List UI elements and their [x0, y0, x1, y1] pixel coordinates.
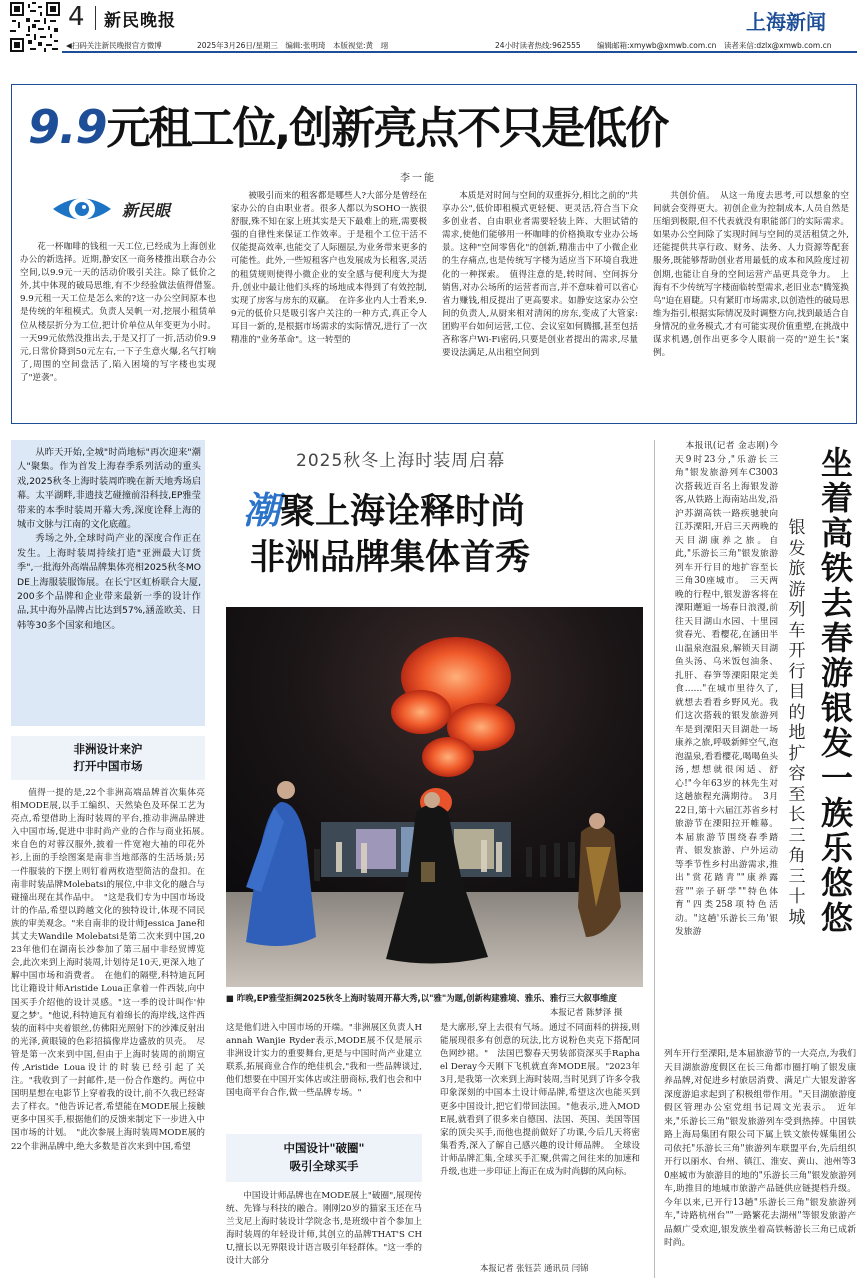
fashion-headline	[243, 480, 643, 534]
headline-number: 9.9	[28, 100, 107, 154]
subhead-china: 中国设计"破圈" 吸引全球买手	[226, 1134, 422, 1182]
masthead-rule	[62, 51, 857, 53]
headline-char: 潮	[243, 489, 280, 532]
commentary-col-3: 本质是对时间与空间的双重拆分,相比之前的"共享办公",低价即租模式更轻便、更灵活,符合当下众多创业者、自由职业者需要轻装上阵、大胆试错的需求,使他们能够用一杯咖啡的价格换取专业办公场景。这种"空间零售化"的创新,精准击中了小微企业的生存痛点,也是传统写字楼为适应当下环境自我进化的一种探索。 值得注意的是,转时间、空间拆分销售,对办公场所的运营者而言,并不意味着可以省心省力赚钱,相反提出了更高要求。如静安这家办公空间的负责人,从厨来相对清闲的房东,变成了大管家:团购平台如何运营,工位、会议室如何腾挪,甚至包括吝称客户Wi-Fi密码,只要是创业者提出的需求,尽量要设法满足,从出租空间到	[442, 191, 638, 359]
rail-body-bottom: 列车开行至溧阳,是本届旅游节的一大亮点,为我们天目湖旅游度假区在长三角都市圈打响了银发康养品牌,对促进乡村旅居消费、满足广大银发游客深度游追求起到了积极组带作用。"天目湖旅游度假区管理办公室党组书记周文光表示。 近年来,"乐游长三角"银发旅游列车受到热捧。中国铁路上海局集团有限公司下属上铁文旅传媒集团公司依托"乐游长三角"旅游列车联盟平台,先后组织开行以丽水、台州、镇江、淮安、黄山、池州等30座城市为旅游目的地的"乐游长三角"银发旅游列车,助推目的地城市旅游产品链供应链提档升级。今年以来,已开行13趟"乐游长三角"银发旅游列车,"诗路杭州台""一路繁花去湖州"等银发旅游产品颇广受欢迎,银发族坐着高铁畅游长三角已成新时尚。	[664, 1049, 856, 1248]
date-editor: 2025年3月26日/星期三 编辑:张明琦 本版视觉:黄 翊	[197, 41, 388, 50]
masthead-divider	[95, 6, 96, 30]
weibo-prompt: ◀扫码关注新民晚报官方微博	[66, 41, 162, 50]
mid-col-1b: 中国设计师品牌也在MODE展上"破圈",展现传统、先锋与科技的融合。刚刚20岁的猫家玉还在马兰戈尼上海时装设计学院念书,是班级中首个参加上海时装周的年轻设计师,其创立的品牌THAT'S CHU,擅长以无界限设计语言吸引年轻群体。"这一季的设计大部分	[226, 1191, 422, 1267]
subhead-africa: 非洲设计来沪 打开中国市场	[11, 736, 205, 780]
editor-email: 编辑邮箱:xmywb@xmwb.com.cn 读者来信:dzlx@xmwb.com.cn	[597, 41, 832, 50]
commentary-headline	[28, 92, 668, 154]
commentary-byline: 李一能	[400, 173, 436, 184]
eye-logo-icon	[50, 194, 114, 224]
africa-body: 值得一提的是,22个非洲高端品牌首次集体亮相MODE展,以手工编织、天然染色及环保工艺为亮点,希望借助上海时装周的平台,推动非洲品牌进入中国市场,促进中非时尚产业的合作与商业拓展。 来自色的对蓉汉服外,披着一件宽袍大袖的印花外衫,上面的手绘图案是南非当地部落的生活场景;另一件服装的下摆上则钉着两枚造型简洁的盘扣。在南非时装品牌Molebatsi的展位,中非文化的融合与碰撞出现在其作品中。 "这是我们专为中国市场设计的作品,希望以跨越文化的独特设计,体现不同民族的审美观念。"来自南非的设计师Jessica Jane和其丈夫Wandile Molebatsi是第二次来到中国,2023年他们在湖南长沙参加了第三届中非经贸博览会,此次来到上海时装周,计划待足10天,更深入地了解中国市场和消费者。 在他们的隔壁,科特迪瓦阿比让籍设计师Aristide Loua正拿着一件西装,向中国买手介绍他的设计灵感。"这一季的设计叫作'仲夏之梦'。"他说,科特迪瓦有着绵长的海岸线,这件西装的面料中夹着银丝,仿佛阳光照射下的沙滩反射出的光泽,黄眼镜的色彩招搞像岸边盛放的贝壳。 尽管是第一次来到中国,但由于上海时装周的前期宣传,Aristide Loua设计的时装已经引起了关注。"我收到了一封邮件,是一份合作邀约。两位中国明星想在电影节上穿着我的设计,前不久我已经寄去了样衣。"他告诉记者,希望能在MODE展上接触更多中国买手,根据他们的反馈来制定下一步进入中国市场的计划。 "此次参展上海时装周MODE展的22个非洲品牌中,绝大多数是首次来到中国,希望	[11, 788, 214, 1152]
rail-divider	[654, 440, 655, 1278]
commentary-col-4: 共创价值。 从这一角度去思考,可以想象的空间就会变得更大。初创企业为控制成本,人员自然是压缩到极限,但不代表就没有职能部门的实际需求。如果办公空间除了实现时间与空间的灵活租赁之外,还能提供共享行政、财务、法务、人力资源等配套服务,既能够帮助创业者用最低的成本和风险度过初创期,也能让自身的空间运营产品更具竞争力。 上海有不少传统写字楼面临转型需求,老旧业态"腾笼换鸟"迫在眉睫。只有紧盯市场需求,以创造性的破局思维为指引,根据实际情况及时调整方向,找到最适合自身情况的业务模式,才有可能实现价值重塑,在挑战中谋求机遇,创作出更多令人眼前一亮的"逆生长"案例。	[653, 191, 849, 359]
headline-line-1: 聚上海诠释时尚	[280, 492, 526, 532]
qr-code-icon	[10, 2, 60, 52]
commentary-col-2: 被吸引而来的租客都是哪些人?大部分是曾经在家办公的自由职业者。很多人都以为SOHO一族很舒服,殊不知在家上班其实是天下最难上的班,需要极强的自律性来保证工作效率。于是租个工位干活不仅能提高效率,也能交了人际圈层,为业务带来更多的可能性。此外,一些短租客户也发展成为长租客,灵活的租赁规则使得小微企业的安全感与便利度大为提升,创业中最让他们头疼的场地成本得到了有效控制,实现了房客与房东的双赢。 在许多业内人士看来,9.9元的低价只是吸引客户关注的一种方式,真正令人耳目一新的,是根据市场需求的实际情况,进行了一次精准的"业务革命"。这一转型的	[231, 191, 427, 346]
commentary-col-1: 花一杯咖啡的钱租一天工位,已经成为上海创业办公的新选择。近期,静安区一商务楼推出联合办公空间,以9.9元一天的活动价吸引关注。除了低价之外,其中体现的破局思维,有不少经验做法值得借鉴。 9.9元租一天工位是怎么来的?这一办公空间原本也是传统的年租模式。负责人吴帆一对,挖展小租赁单位从楼层折分为工位,把计价单位从年变更为小时。一天99元依然没推出去,于是又打了一折,活动价9.9元,日常价降到50元左右,一下子生意火爆,名气打响了,周围的空间盘活了,陷入困境的写字楼也实现了"逆袭"。	[20, 242, 225, 383]
paper-name: 新民晚报	[104, 11, 176, 31]
column-logo	[50, 194, 190, 224]
mid-credit: 本报记者 张钰芸 通讯员 闫锦	[480, 1263, 589, 1273]
page-number: 4	[68, 2, 85, 32]
runway-photo	[226, 607, 643, 987]
fashion-kicker: 2025秋冬上海时装周启幕	[296, 451, 506, 471]
section-title: 上海新闻	[746, 10, 826, 34]
rail-body-top: 本报讯(记者 金志刚)今天9时23分,"乐游长三角"银发旅游列车C3003次搭载近百名上海银发游客,从铁路上海南站出发,沿沪苏湖高铁一路疾驰驶向江苏溧阳,开启三天两晚的天目湖康养之旅。自此,"乐游长三角"银发旅游列车开行目的地扩容至长三角30座城市。 三天两晚的行程中,银发游客将在溧阳邂逅一场春日浪漫,前往天目湖山水园、十里园赏春光、看樱花,在涵田半山温泉泡温泉,解锁天目湖鱼头汤、乌米饭包油条、扎肝、春笋等溧阳限定美食……"在城市里待久了,就想去看看乡野风光。我们这次搭载的银发旅游列车是到溧阳天目湖赴一场康养之旅,呼吸新鲜空气,泡泡温泉,看看樱花,喝喝鱼头汤,想想就很闲适、舒心!"今年63岁的林先生对这趟旅程充满期待。 3月22日,第十六届江苏省乡村旅游节在溧阳拉开帷幕。本届旅游节围绕春季踏青、银发旅游、户外运动等季节性乡村出游需求,推出"赏花踏青""康养露营""亲子研学""特色体育"四类258项特色活动。"这趟'乐游长三角'银发旅游	[675, 441, 778, 937]
reader-hotline: 24小时读者热线:962555	[495, 41, 581, 50]
photo-caption: ■ 昨晚,EP雅莹拒绸2025秋冬上海时装周开幕大秀,以"雅"为题,创新构建雅境、雅乐、雅行三大叙事维度	[226, 993, 617, 1003]
rail-headline: 坐着高铁去春游 银发一族乐悠悠	[820, 444, 853, 937]
column-label: 新民眼	[122, 201, 171, 220]
rail-subhead: 银发旅游列车开行目的地扩容至长三角三十城	[788, 518, 806, 928]
mid-col-1a: 这是他们进入中国市场的开端。"非洲展区负责人Hannah Wanjie Ryder表示,MODE展不仅是展示非洲设计实力的重要舞台,更是与中国时尚产业建立联系,拓展商业合作的绝佳机会,"我和一些品牌谈过,他们想要在中国开实体店或注册商标,我们也会和中国电商平台合作,做一些品牌专场。"	[226, 1023, 422, 1099]
lead-text: 从昨天开始,全城"时尚地标"再次迎来"潮人"聚集。作为首发上海春季系列活动的重头戏,2025秋冬上海时装周昨晚在新天地秀场启幕。太平湖畔,非遗技艺碰撞前沿科技,EP雅莹带来的本季时装周开幕大秀,深度诠释上海的城市文脉与江南的文化底蕴。 秀场之外,全球时尚产业的深度合作正在发生。上海时装周持续打造"亚洲最大订货季",一批海外高端品牌集体亮相2025秋冬MODE上海服装服饰展。在长宁区虹桥联合大厦,200多个品牌和企业带来最新一季的设计作品,其中海外品牌占比达到57%,涵盖欧美、日韩等30多个国家和地区。	[17, 447, 201, 631]
mid-col-2: 是大廓形,穿上去很有气场。通过不同面料的拼接,则能展现很多有创意的玩法,比方说粉色夹克下搭配同色网纱裙。" 法国巴黎春天男装部资深买手Raphael Deray今天刚下飞机就直奔MODE展。"2023年3月,是我第一次来到上海时装周,当时见到了许多令我印象深刻的中国本土设计师品牌,希望这次也能买到更多中国设计,把它们带回法国。"他表示,进入MODE展,就看到了很多来自德国、法国、英国、美国等国家的顶尖买手,而他也提前做好了功课,今后几天将密集看秀,深入了解自己感兴趣的设计师品牌。 全球设计师品牌汇集,全球买手汇聚,供需之间往来的加速和升级,也进一步印证上海正在成为时尚脚的风向标。	[440, 1023, 640, 1178]
headline-text: 元租工位,创新亮点不只是低价	[106, 103, 668, 154]
photo-credit: 本报记者 陈梦泽 摄	[550, 1007, 623, 1017]
fashion-headline-2: 非洲品牌集体首秀	[250, 538, 531, 578]
